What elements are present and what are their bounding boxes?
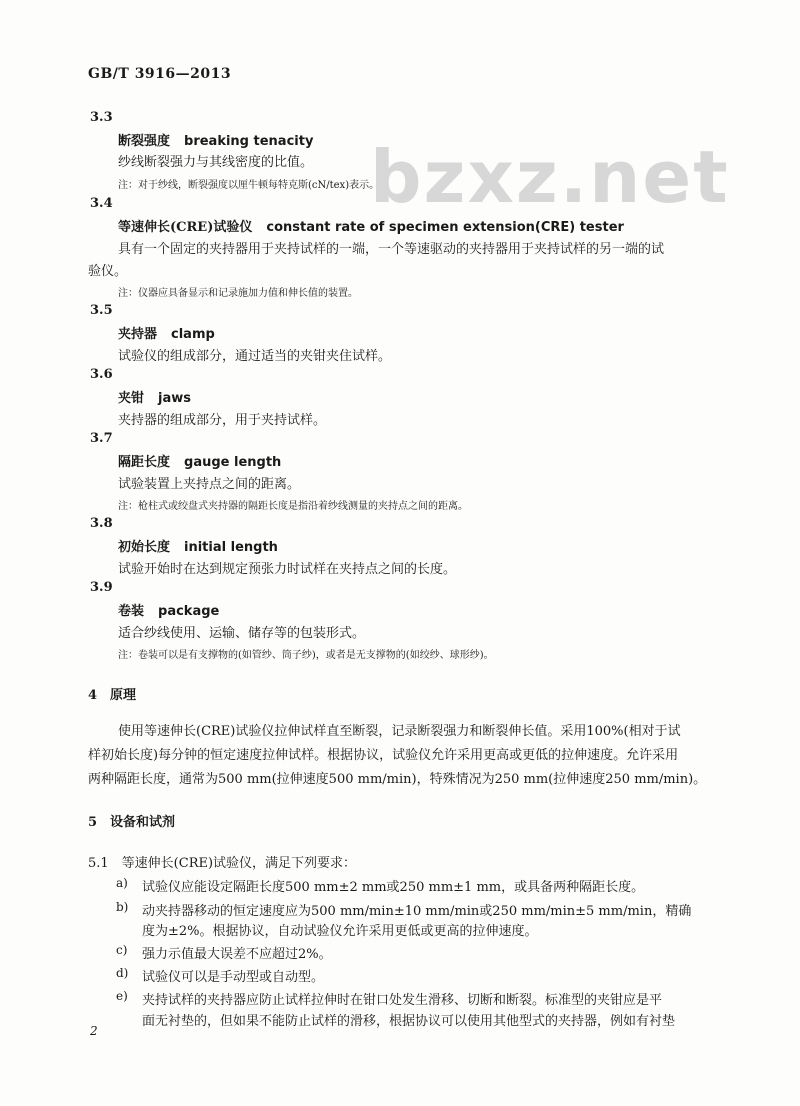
- list-item-letter: b): [116, 900, 129, 914]
- list-item-text: 度为±2%。根据协议，自动试验仪允许采用更低或更高的拉伸速度。: [142, 924, 538, 939]
- term-definition: 试验仪的组成部分，通过适当的夹钳夹住试样。: [118, 349, 392, 364]
- term-definition: 夹持器的组成部分，用于夹持试样。: [118, 413, 327, 428]
- term-title: [118, 323, 215, 342]
- term-en: breaking tenacity: [184, 134, 314, 149]
- subsection-5-1: 5.1 等速伸长(CRE)试验仪，满足下列要求：: [88, 856, 357, 871]
- list-item-text: 夹持试样的夹持器应防止试样拉伸时在钳口处发生滑移、切断和断裂。标准型的夹钳应是平: [142, 993, 663, 1008]
- term-number: 3.9: [90, 580, 113, 595]
- term-number: 3.4: [90, 196, 113, 211]
- term-zh: 卷装: [118, 604, 145, 619]
- list-item-letter: d): [116, 966, 129, 980]
- list-item-text: 试验仪可以是手动型或自动型。: [142, 970, 325, 985]
- term-number: 3.3: [90, 110, 113, 125]
- term-en: gauge length: [184, 455, 282, 470]
- term-title: [118, 536, 278, 555]
- list-item-text: 动夹持器移动的恒定速度应为500 mm/min±10 mm/min或250 mm/min±5 mm/min，精确: [142, 904, 692, 919]
- term-definition: 试验装置上夹持点之间的距离。: [118, 477, 301, 492]
- term-zh: 初始长度: [118, 540, 171, 555]
- term-number: 3.7: [90, 431, 113, 446]
- standard-header: GB/T 3916—2013: [88, 66, 232, 82]
- term-number: 3.6: [90, 367, 113, 382]
- list-item-text: 强力示值最大误差不应超过2%。: [142, 947, 332, 962]
- term-note: 注：仪器应具备显示和记录施加力值和伸长值的装置。: [118, 288, 358, 299]
- term-definition: 适合纱线使用、运输、储存等的包装形式。: [118, 626, 366, 641]
- term-note: 注：对于纱线，断裂强度以厘牛顿每特克斯(cN/tex)表示。: [118, 180, 380, 191]
- term-definition: 试验开始时在达到规定预张力时试样在夹持点之间的长度。: [118, 562, 457, 577]
- term-definition: 纱线断裂强力与其线密度的比值。: [118, 155, 314, 170]
- list-item-text: 面无衬垫的，但如果不能防止试样的滑移，根据协议可以使用其他型式的夹持器，例如有衬垫: [142, 1014, 676, 1029]
- term-zh: 隔距长度: [118, 455, 171, 470]
- term-zh: 断裂强度: [118, 134, 171, 149]
- term-en: package: [158, 604, 220, 619]
- term-number: 3.5: [90, 303, 113, 318]
- term-note: 注：卷装可以是有支撑物的(如管纱、筒子纱)，或者是无支撑物的(如绞纱、球形纱)。: [118, 650, 494, 661]
- term-zh: 夹持器: [118, 327, 158, 342]
- term-title: [118, 387, 191, 406]
- section-4-title: 4 原理: [88, 688, 137, 703]
- term-title: [118, 130, 313, 149]
- list-item-text: 试验仪应能设定隔距长度500 mm±2 mm或250 mm±1 mm，或具备两种隔距长度。: [142, 880, 645, 895]
- section-5-title: 5 设备和试剂: [88, 815, 176, 830]
- term-en: constant rate of specimen extension(CRE) tester: [266, 220, 624, 235]
- term-zh: 夹钳: [118, 391, 145, 406]
- term-en: jaws: [158, 391, 191, 406]
- term-title: [118, 451, 281, 470]
- term-note: 注：枪柱式或绞盘式夹持器的隔距长度是指沿着纱线测量的夹持点之间的距离。: [118, 501, 468, 512]
- list-item-letter: c): [116, 943, 128, 957]
- list-item-letter: a): [116, 876, 128, 890]
- term-en: initial length: [184, 540, 278, 555]
- term-title: [118, 600, 219, 619]
- watermark: bzxz.net: [370, 135, 730, 219]
- term-zh: 等速伸长(CRE)试验仪: [118, 220, 253, 235]
- section-4-paragraph-line: 两种隔距长度，通常为500 mm(拉伸速度500 mm/min)，特殊情况为250 mm(拉伸速度250 mm/min)。: [88, 772, 707, 787]
- term-definition: 具有一个固定的夹持器用于夹持试样的一端，一个等速驱动的夹持器用于夹持试样的另一端的试: [118, 242, 665, 257]
- term-title: [118, 216, 624, 235]
- list-item-letter: e): [116, 989, 128, 1003]
- term-definition-continued: 验仪。: [88, 264, 128, 279]
- page-number: 2: [90, 1024, 98, 1038]
- section-4-paragraph-line: 使用等速伸长(CRE)试验仪拉伸试样直至断裂，记录断裂强力和断裂伸长值。采用100%(相对于试: [118, 724, 681, 739]
- term-en: clamp: [171, 327, 215, 342]
- term-number: 3.8: [90, 516, 113, 531]
- section-4-paragraph-line: 样初始长度)每分钟的恒定速度拉伸试样。根据协议，试验仪允许采用更高或更低的拉伸速度。允许采用: [88, 748, 679, 763]
